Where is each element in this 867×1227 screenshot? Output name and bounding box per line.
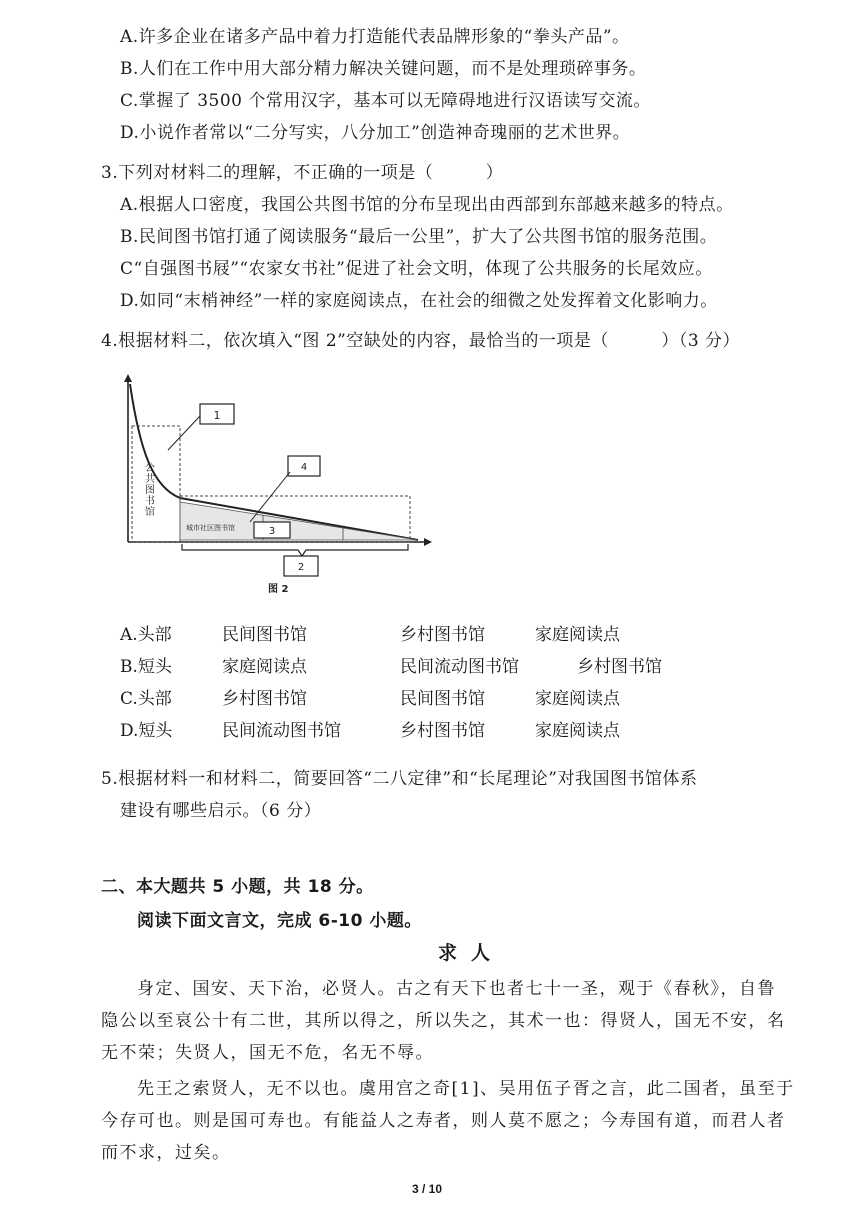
question-3-option-a: A.根据人口密度，我国公共图书馆的分布呈现出由西部到东部越来越多的特点。 [120,195,734,215]
option-b-line: B.人们在工作中用大部分精力解决关键问题，而不是处理琐碎事务。 [120,59,647,79]
question-3-option-c: C“自强图书屐”“农家女书社”促进了社会文明，体现了公共服务的长尾效应。 [120,259,713,279]
option-a-line: A.许多企业在诸多产品中着力打造能代表品牌形象的“拳头产品”。 [120,27,630,47]
question-3-option-b: B.民间图书馆打通了阅读服务“最后一公里”，扩大了公共图书馆的服务范围。 [120,227,718,247]
q4-option-d-letter: D.短头 [120,721,173,741]
question-5-line-2: 建设有哪些启示。（6 分） [120,801,322,821]
figure-ylabel: 公共图书馆 [142,462,154,517]
q4-option-c-c1: 乡村图书馆 [222,689,307,709]
q4-option-c-letter: C.头部 [120,689,172,709]
q4-option-a-letter: A.头部 [120,625,172,645]
passage-title: 求人 [438,942,505,964]
q4-option-c-c3: 家庭阅读点 [535,689,620,709]
q4-option-a-c3: 家庭阅读点 [535,625,620,645]
passage-para2-line2: 今存可也。则是国可寿也。有能益人之寿者，则人莫不愿之；今寿国有道，而君人者 [101,1111,786,1131]
q4-option-c-c2: 民间图书馆 [400,689,485,709]
q4-option-d-c1: 民间流动图书馆 [222,721,341,741]
passage-para1-line2: 隐公以至哀公十有二世，其所以得之，所以失之，其术一也：得贤人，国无不安，名 [101,1011,786,1031]
figure-box-1-label: 1 [213,409,221,422]
long-tail-figure [118,372,438,602]
q4-option-b-c2: 民间流动图书馆 [400,657,519,677]
passage-para2-line3: 而不求，过矣。 [101,1143,231,1163]
figure-mid-label: 城市社区图书馆 [186,524,235,532]
option-c-line: C.掌握了 3500 个常用汉字，基本可以无障碍地进行汉语读写交流。 [120,91,651,111]
section-2-instruction: 阅读下面文言文，完成 6-10 小题。 [137,911,422,931]
question-3-stem: 3.下列对材料二的理解，不正确的一项是（ ） [101,163,504,183]
page-number: 3 / 10 [412,1182,443,1196]
q4-option-a-c1: 民间图书馆 [222,625,307,645]
question-5-line-1: 5.根据材料一和材料二，简要回答“二八定律”和“长尾理论”对我国图书馆体系 [101,769,698,789]
q4-option-b-c1: 家庭阅读点 [222,657,307,677]
option-d-line: D.小说作者常以“二分写实，八分加工”创造神奇瑰丽的艺术世界。 [120,123,631,143]
passage-para1-line1: 身定、国安、天下治，必贤人。古之有天下也者七十一圣，观于《春秋》，自鲁 [137,979,776,999]
q4-option-d-c2: 乡村图书馆 [400,721,485,741]
section-2-heading: 二、本大题共 5 小题，共 18 分。 [101,877,374,897]
q4-option-a-c2: 乡村图书馆 [400,625,485,645]
passage-para2-line1: 先王之索贤人，无不以也。虞用宫之奇[1]、吴用伍子胥之言，此二国者，虽至于 [137,1079,795,1099]
figure-box-2-label: 2 [297,562,305,573]
q4-option-b-c3: 乡村图书馆 [577,657,662,677]
figure-box-3-label: 3 [268,526,276,537]
question-4-stem: 4.根据材料二，依次填入“图 2”空缺处的内容，最恰当的一项是（ ）（3 分） [101,331,741,351]
figure-box-4-label: 4 [300,462,308,473]
q4-option-d-c3: 家庭阅读点 [535,721,620,741]
figure-caption: 图 2 [268,584,289,595]
question-3-option-d: D.如同“末梢神经”一样的家庭阅读点，在社会的细微之处发挥着文化影响力。 [120,291,718,311]
q4-option-b-letter: B.短头 [120,657,172,677]
passage-para1-line3: 无不荣；失贤人，国无不危，名无不辱。 [101,1043,434,1063]
